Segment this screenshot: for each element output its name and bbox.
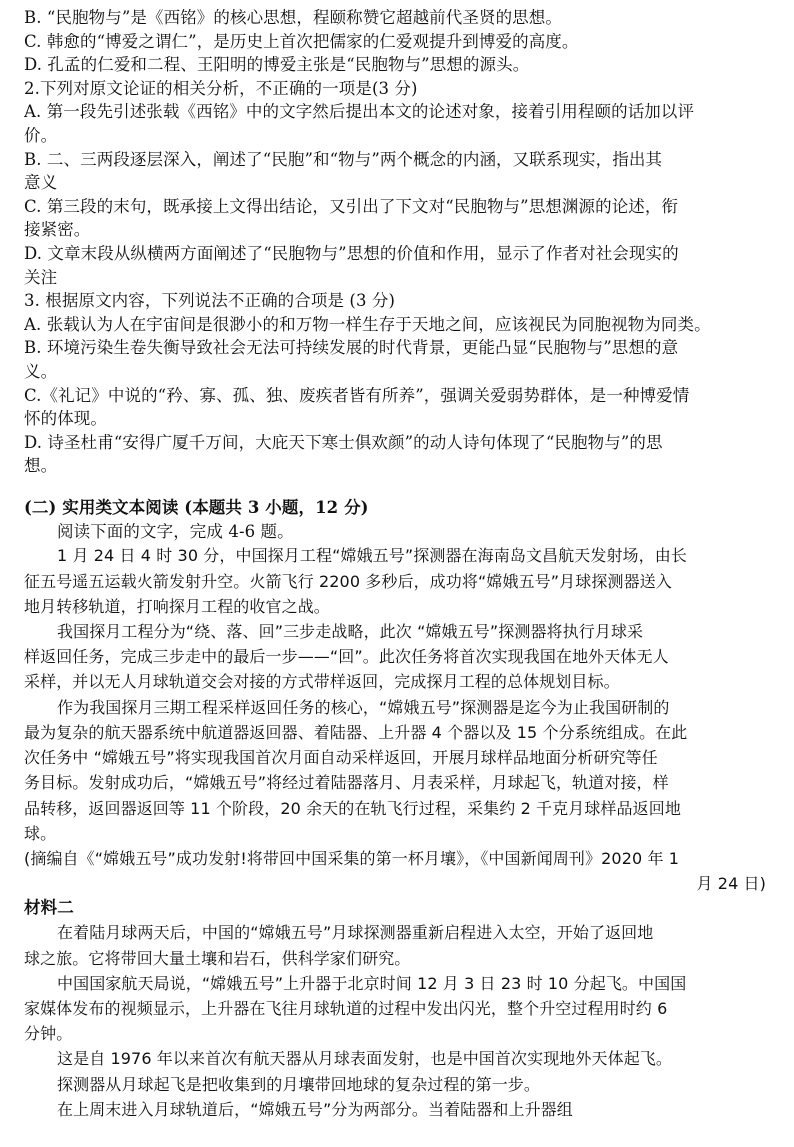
q3-option-a: A. 张载认为人在宇宙间是很渺小的和万物一样生存于天地之间，应该视民为同胞视物为同类。 <box>24 314 711 334</box>
material1-p3-line5: 品转移，返回器返回等 11 个阶段，20 余天的在轨飞行过程，采集约 2 千克月球样品返回地 <box>24 798 681 818</box>
q2-option-c-line2: 接紧密。 <box>24 220 91 240</box>
material1-p2-line3: 采样，并以无人月球轨道交会对接的方式带样返回，完成探月工程的总体规划目标。 <box>24 672 620 692</box>
q3-option-c-line1: C.《礼记》中说的“矜、寡、孤、独、废疾者皆有所养”，强调关爱弱势群体，是一种博爱情 <box>24 385 690 405</box>
q3-option-b-line2: 义。 <box>24 361 58 381</box>
material1-p2-line1: 我国探月工程分为“绕、落、回”三步走战略，此次 “嫦娥五号”探测器将执行月球采 <box>57 622 644 642</box>
material1-p1-line2: 征五号遥五运载火箭发射升空。火箭飞行 2200 多秒后，成功将“嫦娥五号”月球探测器送入 <box>24 571 672 591</box>
q2-option-d-line1: D. 文章末段从纵横两方面阐述了“民胞物与”思想的价值和作用，显示了作者对社会现实的 <box>24 243 679 263</box>
q2-option-b-line1: B. 二、三两段逐层深入，阐述了“民胞”和“物与”两个概念的内涵，又联系现实，指出其 <box>24 149 663 169</box>
q2-option-b-line2: 意义 <box>24 173 58 193</box>
q3-option-c-line2: 怀的体现。 <box>24 409 107 429</box>
material1-p1-line3: 地月转移轨道，打响探月工程的收官之战。 <box>24 596 330 616</box>
material1-p3-line2: 最为复杂的航天器系统中航道器返回器、着陆器、上升器 4 个器以及 15 个分系统组成。在此 <box>24 722 688 742</box>
q1-option-d: D. 孔孟的仁爱和二程、王阳明的博爱主张是“民胞物与”思想的源头。 <box>24 55 530 75</box>
material2-p2-line2: 家媒体发布的视频显示，上升器在飞往月球轨道的过程中发出闪光，整个升空过程用时约 6 <box>24 998 668 1018</box>
q2-option-c-line1: C. 第三段的末句，既承接上文得出结论，又引出了下文对“民胞物与”思想渊源的论述，衔 <box>24 196 679 216</box>
section-heading: (二) 实用类文本阅读 (本题共 3 小题，12 分) <box>24 497 369 517</box>
material2-p2-line1: 中国国家航天局说，“嫦娥五号”上升器于北京时间 12 月 3 日 23 时 10 分起飞。中国国 <box>57 973 687 993</box>
material2-p2-line3: 分钟。 <box>24 1024 73 1044</box>
material1-p3-line6: 球。 <box>24 823 57 843</box>
material2-heading: 材料二 <box>24 898 74 918</box>
material1-p3-line3: 次任务中 “嫦娥五号”将实现我国首次月面自动采样返回，开展月球样品地面分析研究等任 <box>24 748 658 768</box>
material2-p5: 在上周末进入月球轨道后，“嫦娥五号”分为两部分。当着陆器和上升器组 <box>57 1099 573 1119</box>
section-intro: 阅读下面的文字，完成 4-6 题。 <box>57 521 294 541</box>
q2-option-d-line2: 关注 <box>24 267 58 287</box>
material1-source-line2: 月 24 日) <box>696 874 766 894</box>
q1-option-b: B. “民胞物与”是《西铭》的核心思想，程颐称赞它超越前代圣贤的思想。 <box>24 8 562 27</box>
material2-p4: 探测器从月球起飞是把收集到的月壤带回地球的复杂过程的第一步。 <box>57 1074 541 1094</box>
q1-option-c: C. 韩愈的“博爱之谓仁”，是历史上首次把儒家的仁爱观提升到博爱的高度。 <box>24 31 579 51</box>
material1-p3-line4: 务目标。发射成功后，“嫦娥五号”将经过着陆器落月、月表采样，月球起飞，轨道对接，样 <box>24 773 669 793</box>
q2-option-a-line1: A. 第一段先引述张载《西铭》中的文字然后提出本文的论述对象，接着引用程颐的话加以评 <box>24 102 695 122</box>
q2-option-a-line2: 价。 <box>24 125 58 145</box>
material1-source-line1: (摘编自《“嫦娥五号”成功发射!将带回中国采集的第一杯月壤》，《中国新闻周刊》2020 年 1 <box>24 848 680 868</box>
q2-stem: 2.下列对原文论证的相关分析，不正确的一项是(3 分) <box>24 78 418 98</box>
q3-option-d-line1: D. 诗圣杜甫“安得广厦千万间，大庇天下寒士俱欢颜”的动人诗句体现了“民胞物与”的思 <box>24 432 663 452</box>
q3-option-b-line1: B. 环境污染生卷失衡导致社会无法可持续发展的时代背景，更能凸显“民胞物与”思想的意 <box>24 338 679 358</box>
material2-p1-line2: 球之旅。它将带回大量土壤和岩石，供科学家们研究。 <box>24 948 411 968</box>
q3-option-d-line2: 想。 <box>24 456 58 476</box>
q3-stem: 3. 根据原文内容，下列说法不正确的合项是 (3 分) <box>24 291 396 311</box>
material2-p1-line1: 在着陆月球两天后，中国的“嫦娥五号”月球探测器重新启程进入太空，开始了返回地 <box>57 923 654 943</box>
material2-p3: 这是自 1976 年以来首次有航天器从月球表面发射，也是中国首次实现地外天体起飞。 <box>57 1049 672 1069</box>
material1-p2-line2: 样返回任务，完成三步走中的最后一步——“回”。此次任务将首次实现我国在地外天体无人 <box>24 647 669 667</box>
material1-p3-line1: 作为我国探月三期工程采样返回任务的核心，“嫦娥五号”探测器是迄今为止我国研制的 <box>57 697 670 717</box>
material1-p1-line1: 1 月 24 日 4 时 30 分，中国探月工程“嫦娥五号”探测器在海南岛文昌航天发射场，由长 <box>57 546 687 566</box>
